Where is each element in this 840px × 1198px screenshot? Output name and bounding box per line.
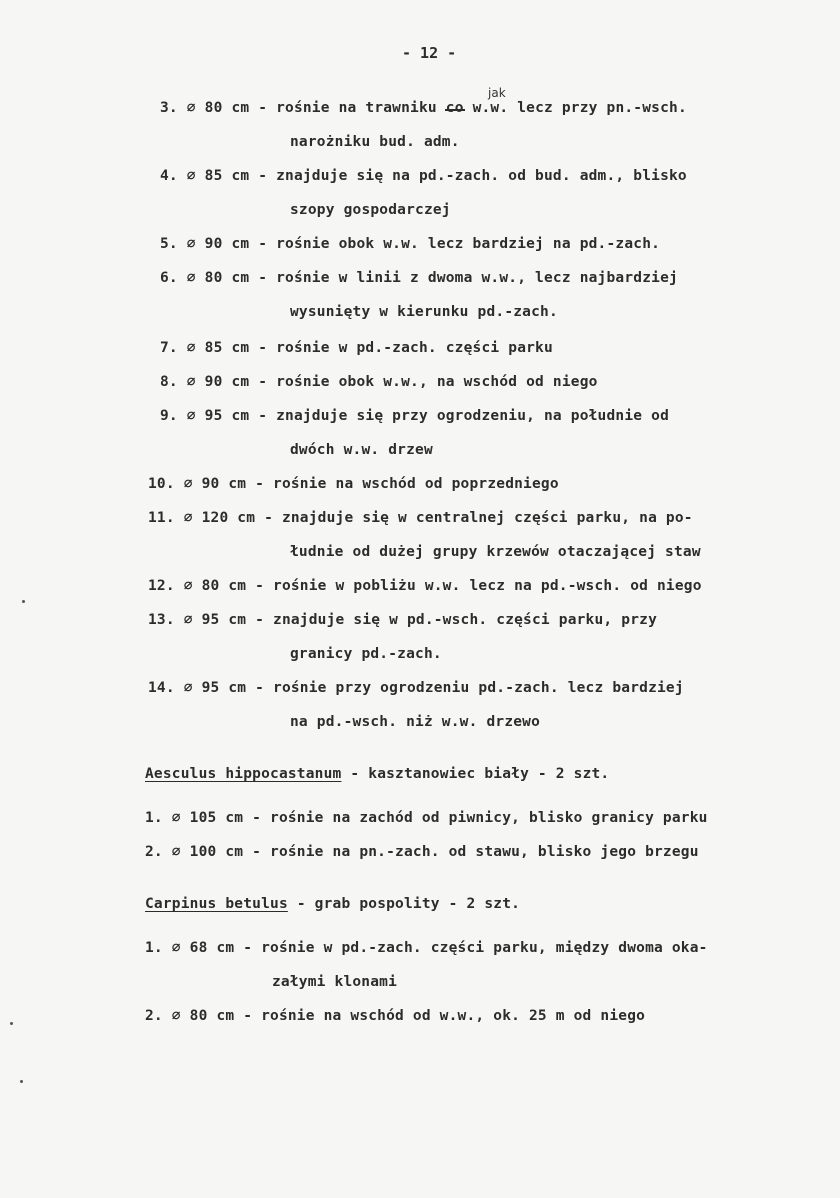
paper-speck xyxy=(20,1080,23,1083)
entry-line: 14. ∅ 95 cm - rośnie przy ogrodzeniu pd.-zach. lecz bardziej xyxy=(148,680,684,696)
entry-line: 12. ∅ 80 cm - rośnie w pobliżu w.w. lecz na pd.-wsch. od niego xyxy=(148,578,702,594)
struck-word: co xyxy=(445,100,464,116)
species-description: - kasztanowiec biały - 2 szt. xyxy=(341,766,610,782)
entry-continuation: załymi klonami xyxy=(272,974,398,990)
entry-continuation: na pd.-wsch. niż w.w. drzewo xyxy=(290,714,541,730)
paper-speck xyxy=(10,1022,13,1025)
entry-line: 11. ∅ 120 cm - znajduje się w centralnej części parku, na po- xyxy=(148,510,693,526)
latin-name: Carpinus betulus xyxy=(145,896,288,912)
entry-line: 2. ∅ 80 cm - rośnie na wschód od w.w., ok. 25 m od niego xyxy=(145,1008,646,1024)
entry-line: 5. ∅ 90 cm - rośnie obok w.w. lecz bardziej na pd.-zach. xyxy=(160,236,661,252)
entry-continuation: szopy gospodarczej xyxy=(290,202,451,218)
entry-line xyxy=(160,100,687,116)
entry-continuation: łudnie od dużej grupy krzewów otaczającej staw xyxy=(290,544,701,560)
species-description: - grab pospolity - 2 szt. xyxy=(287,896,521,912)
handwritten-insert: jak xyxy=(488,86,506,100)
page-number: - 12 - xyxy=(402,44,457,62)
entry-line: 10. ∅ 90 cm - rośnie na wschód od poprzedniego xyxy=(148,476,559,492)
species-heading xyxy=(145,896,520,912)
entry-continuation: granicy pd.-zach. xyxy=(290,646,442,662)
entry-line: 1. ∅ 68 cm - rośnie w pd.-zach. części parku, między dwoma oka- xyxy=(145,940,708,956)
latin-name: Aesculus hippocastanum xyxy=(145,766,342,782)
entry-continuation: wysunięty w kierunku pd.-zach. xyxy=(290,304,558,320)
entry-text: 3. ∅ 80 cm - rośnie na trawniku xyxy=(160,100,446,116)
entry-line: 4. ∅ 85 cm - znajduje się na pd.-zach. od bud. adm., blisko xyxy=(160,168,687,184)
entry-line: 1. ∅ 105 cm - rośnie na zachód od piwnicy, blisko granicy parku xyxy=(145,810,708,826)
entry-continuation: narożniku bud. adm. xyxy=(290,134,460,150)
entry-line: 8. ∅ 90 cm - rośnie obok w.w., na wschód od niego xyxy=(160,374,598,390)
entry-line: 2. ∅ 100 cm - rośnie na pn.-zach. od stawu, blisko jego brzegu xyxy=(145,844,699,860)
species-heading xyxy=(145,766,609,782)
entry-continuation: dwóch w.w. drzew xyxy=(290,442,433,458)
entry-text: w.w. lecz przy pn.-wsch. xyxy=(463,100,687,116)
entry-line: 13. ∅ 95 cm - znajduje się w pd.-wsch. części parku, przy xyxy=(148,612,657,628)
entry-line: 7. ∅ 85 cm - rośnie w pd.-zach. części parku xyxy=(160,340,553,356)
entry-line: 6. ∅ 80 cm - rośnie w linii z dwoma w.w., lecz najbardziej xyxy=(160,270,678,286)
entry-line: 9. ∅ 95 cm - znajduje się przy ogrodzeniu, na południe od xyxy=(160,408,669,424)
paper-speck xyxy=(22,600,25,603)
